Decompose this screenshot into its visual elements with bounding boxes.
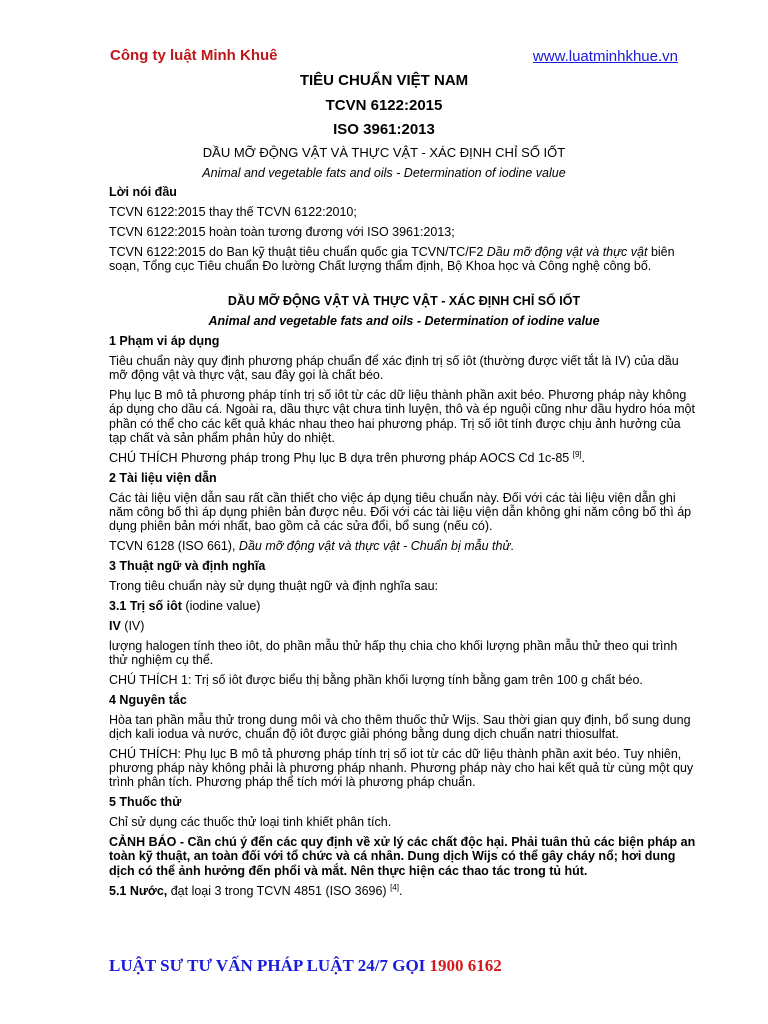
website-link[interactable]: www.luatminhkhue.vn xyxy=(532,48,678,65)
reagent-item xyxy=(109,884,699,898)
document-title-en: Animal and vegetable fats and oils - Determination of iodine value xyxy=(208,314,600,329)
warning-paragraph: CẢNH BÁO - Cần chú ý đến các quy định về xử lý các chất độc hại. Phải tuân thủ các biện pháp an toàn kỹ thuật, an toàn đối với tổ chức và cá nhân. Dung dịch Wijs có thể gây cháy nổ; hơi dung dịch có thể ảnh hưởng đến phổi và mắt. Nên thực hiện các thao tác trong tủ hút. xyxy=(109,835,696,878)
document-title-vi: DẦU MỠ ĐỘNG VẬT VÀ THỰC VẬT - XÁC ĐỊNH CHỈ SỐ IỐT xyxy=(227,294,581,309)
foreword-paragraph xyxy=(109,245,699,274)
text-run: đạt loại 3 trong TCVN 4851 (ISO 3696) xyxy=(167,883,391,898)
text-run: . xyxy=(510,539,514,554)
section-note xyxy=(109,451,699,465)
hotline-number[interactable]: 1900 6162 xyxy=(429,956,502,975)
footer-hotline xyxy=(109,956,502,976)
reference-mark: [9] xyxy=(572,449,582,459)
term-en: (iodine value) xyxy=(181,598,261,613)
section-paragraph: Chỉ sử dụng các thuốc thử loại tinh khiết phân tích. xyxy=(109,815,392,830)
text-run-italic: Dầu mỡ động vật và thực vật xyxy=(486,244,648,259)
footer-text: LUẬT SƯ TƯ VẤN PHÁP LUẬT 24/7 GỌI xyxy=(109,956,430,975)
section-paragraph: Tiêu chuẩn này quy định phương pháp chuẩn để xác định trị số iôt (thường được viết tắt là IV) của dầu mỡ động vật và thực vật, sau đây gọi là chất béo. xyxy=(109,353,679,383)
doc-heading-standard: TIÊU CHUẨN VIỆT NAM xyxy=(299,72,469,89)
doc-heading-tcvn: TCVN 6122:2015 xyxy=(325,97,443,114)
foreword-heading: Lời nói đầu xyxy=(109,185,177,199)
term-heading xyxy=(109,599,699,613)
section-heading: 5 Thuốc thử xyxy=(109,795,182,810)
company-name: Công ty luật Minh Khuê xyxy=(110,47,278,64)
text-run-italic: Dầu mỡ động vật và thực vật - Chuẩn bị mẫu thử xyxy=(238,539,511,554)
normative-reference xyxy=(109,539,699,553)
section-paragraph: Trong tiêu chuẩn này sử dụng thuật ngữ và định nghĩa sau: xyxy=(109,578,438,593)
section-heading: 3 Thuật ngữ và định nghĩa xyxy=(109,559,266,574)
text-run: biên soạn, Tổng cục Tiêu chuẩn Đo lường Chất lượng thẩm định, Bộ Khoa học và Công nghệ công bố. xyxy=(109,244,675,273)
section-paragraph: Các tài liệu viện dẫn sau rất cần thiết cho việc áp dụng tiêu chuẩn này. Đối với các tài liệu viện dẫn ghi năm công bố thì áp dụng phiên bản được nêu. Đối với các tài liệu viện dẫn không ghi năm công bố thì áp dụng phiên bản mới nhất, bao gồm cả các sửa đổi, bổ sung (nếu có). xyxy=(109,490,692,534)
text-run: CHÚ THÍCH Phương pháp trong Phụ lục B dựa trên phương pháp AOCS Cd 1c-85 xyxy=(109,450,573,465)
section-heading: 4 Nguyên tắc xyxy=(109,692,187,707)
section-heading: 2 Tài liệu viện dẫn xyxy=(109,470,217,485)
reference-mark: [4] xyxy=(390,882,399,892)
text-run: TCVN 6122:2015 do Ban kỹ thuật tiêu chuẩn quốc gia TCVN/TC/F2 xyxy=(109,244,487,259)
section-heading: 1 Phạm vi áp dụng xyxy=(109,334,220,349)
section-note: CHÚ THÍCH: Phụ lục B mô tả phương pháp tính trị số iot từ các dữ liệu thành phần axit béo. Tuy nhiên, phương pháp này không phải là phương pháp nhanh. Phương pháp này cho hai kết quả từ cùng một quy trình phân tích. Phương pháp thể tích mới là phương pháp chuẩn. xyxy=(109,746,694,790)
text-run-bold: IV xyxy=(109,618,121,633)
text-run: . xyxy=(398,883,403,898)
text-run-bold: 5.1 Nước, xyxy=(109,883,168,898)
text-run: (IV) xyxy=(120,618,145,633)
text-run: TCVN 6128 (ISO 661), xyxy=(109,539,239,554)
term-abbreviation xyxy=(109,619,699,633)
section-note: CHÚ THÍCH 1: Trị số iôt được biểu thị bằng phần khối lượng tính bằng gam trên 100 g chất béo. xyxy=(109,672,643,687)
foreword-paragraph: TCVN 6122:2015 hoàn toàn tương đương với ISO 3961:2013; xyxy=(109,224,455,239)
term-label: 3.1 Trị số iôt xyxy=(109,598,182,613)
text-run: . xyxy=(581,450,586,465)
doc-subtitle-vi: DẦU MỠ ĐỘNG VẬT VÀ THỰC VẬT - XÁC ĐỊNH CHỈ SỐ IỐT xyxy=(202,145,566,160)
document-body xyxy=(109,185,699,903)
section-paragraph: Phụ lục B mô tả phương pháp tính trị số iôt từ các dữ liệu thành phần axit béo. Phương pháp này không áp dụng cho dầu cá. Ngoài ra, dầu thực vật chưa tinh luyện, thô và ép nguội cũng như dầu hydro hóa một phần có thể cho các kết quả khác nhau theo hai phương pháp. Trị số iôt tính được chịu ảnh hưởng của tạp chất và sản phẩm phân hủy do nhiệt. xyxy=(109,388,695,446)
term-definition: lượng halogen tính theo iôt, do phần mẫu thử hấp thụ chia cho khối lượng phần mẫu thử theo qui trình thử nghiệm cụ thể. xyxy=(109,638,678,667)
doc-heading-iso: ISO 3961:2013 xyxy=(333,121,435,138)
foreword-paragraph: TCVN 6122:2015 thay thế TCVN 6122:2010; xyxy=(109,204,357,219)
section-paragraph: Hòa tan phần mẫu thử trong dung môi và cho thêm thuốc thử Wijs. Sau thời gian quy định, bổ sung dung dịch kali iodua và nước, chuẩn độ iôt được giải phóng bằng dung dịch chuẩn natri thiosulfat. xyxy=(109,712,691,741)
doc-subtitle-en: Animal and vegetable fats and oils - Determination of iodine value xyxy=(202,166,566,180)
